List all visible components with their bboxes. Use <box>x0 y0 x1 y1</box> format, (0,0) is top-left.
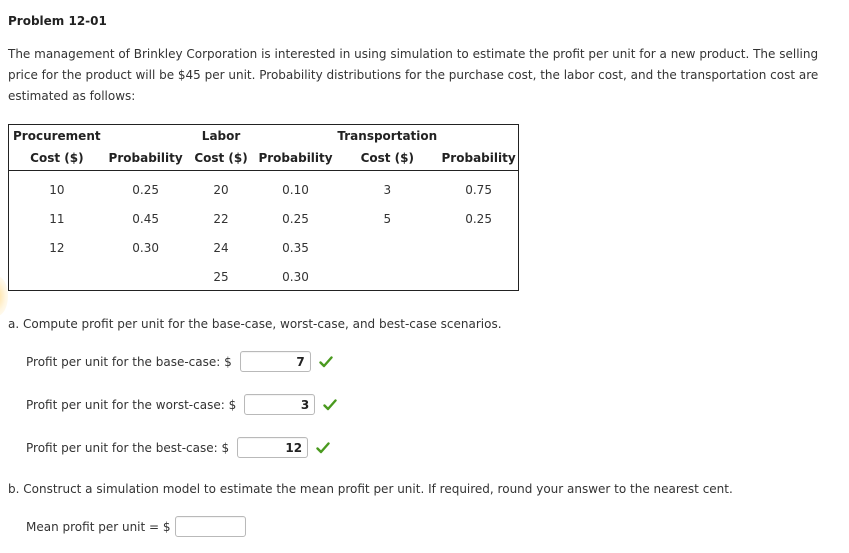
header-labor-cost: Cost ($) <box>186 146 255 171</box>
table-cell: 20 <box>213 182 229 197</box>
table-row <box>9 262 518 291</box>
header-labor-probability: Probability <box>256 146 336 171</box>
table-row <box>9 171 518 205</box>
table-cell: 11 <box>49 211 65 226</box>
header-procurement-probability: Probability <box>105 146 187 171</box>
part-a-prompt: a. Compute profit per unit for the base-case, worst-case, and best-case scenarios. <box>8 317 502 331</box>
header-procurement-cost: Cost ($) <box>9 146 105 171</box>
table-cell: 10 <box>49 182 65 197</box>
worst-case-label: Profit per unit for the worst-case: $ <box>26 397 237 412</box>
table-cell <box>9 262 105 291</box>
table-cell: 3 <box>383 182 392 197</box>
check-icon <box>319 355 333 369</box>
table-row <box>9 204 518 233</box>
table-cell <box>439 262 518 291</box>
table-cell: 0.30 <box>132 240 159 255</box>
table-cell: 0.30 <box>282 269 309 284</box>
base-case-row <box>26 351 333 372</box>
mean-profit-label: Mean profit per unit = $ <box>26 519 171 534</box>
table-cell: 0.25 <box>282 211 309 226</box>
worst-case-row <box>26 394 337 415</box>
header-transportation-probability: Probability <box>439 146 518 171</box>
base-case-input[interactable] <box>240 351 311 372</box>
problem-title: Problem 12-01 <box>8 14 107 28</box>
base-case-label: Profit per unit for the base-case: $ <box>26 354 232 369</box>
best-case-input[interactable] <box>237 437 308 458</box>
header-procurement: Procurement <box>13 128 101 143</box>
table-cell: 5 <box>383 211 392 226</box>
table-cell: 24 <box>213 240 229 255</box>
part-b-prompt: b. Construct a simulation model to estimate the mean profit per unit. If required, round your answer to the nearest cent. <box>8 482 733 496</box>
header-labor: Labor <box>201 128 241 143</box>
worst-case-input[interactable] <box>244 394 315 415</box>
table-cell: 22 <box>213 211 229 226</box>
mean-profit-row <box>26 516 246 537</box>
decorative-glow <box>0 276 8 316</box>
check-icon <box>323 398 337 412</box>
table-cell: 0.25 <box>132 182 159 197</box>
mean-profit-input[interactable] <box>175 516 246 537</box>
table-cell <box>105 262 187 291</box>
table-cell: 0.45 <box>132 211 159 226</box>
table-cell: 0.25 <box>465 211 492 226</box>
table-cell: 0.75 <box>465 182 492 197</box>
table-cell <box>439 233 518 262</box>
table-cell <box>335 233 439 262</box>
problem-intro: The management of Brinkley Corporation is interested in using simulation to estimate the profit per unit for a new product. The selling price for the product will be $45 per unit. Probability distributions for the purchase cost, the labor cost, and the transportation cost are estimated as follows: <box>8 47 819 103</box>
table-cell: 0.35 <box>282 240 309 255</box>
header-transportation-cost: Cost ($) <box>335 146 439 171</box>
best-case-row <box>26 437 330 458</box>
header-transportation: Transportation <box>337 128 438 143</box>
table-cell: 25 <box>213 269 229 284</box>
table-cell: 12 <box>49 240 65 255</box>
check-icon <box>316 441 330 455</box>
table-row <box>9 233 518 262</box>
table-cell: 0.10 <box>282 182 309 197</box>
table-cell <box>335 262 439 291</box>
probability-distribution-table <box>8 124 519 291</box>
best-case-label: Profit per unit for the best-case: $ <box>26 440 230 455</box>
